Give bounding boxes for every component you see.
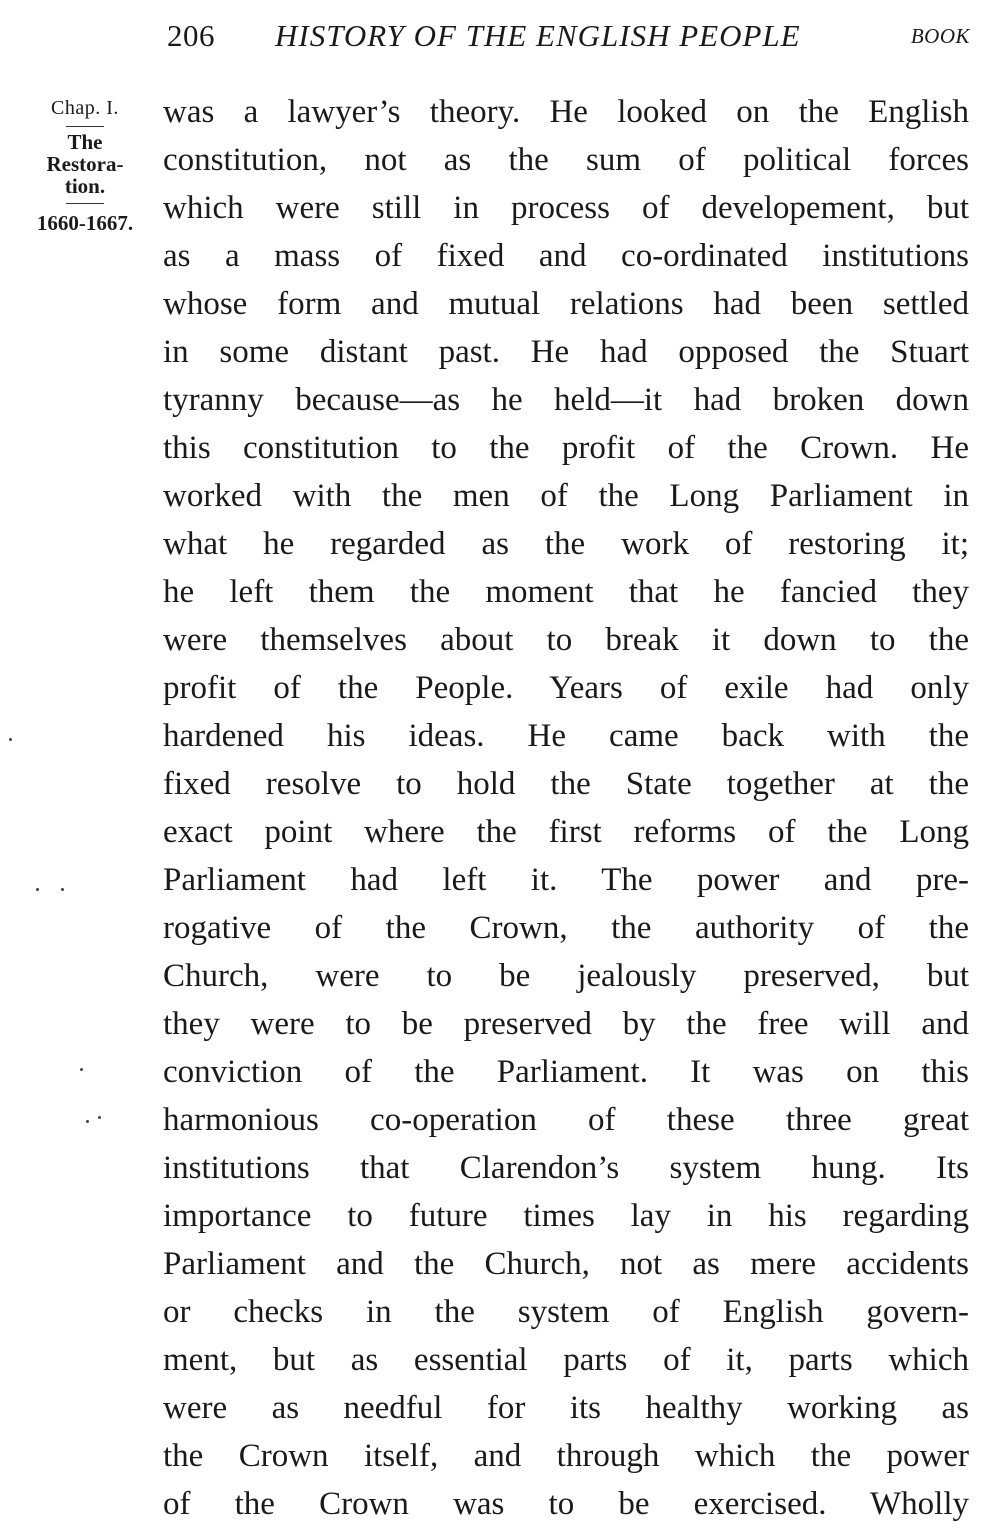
text-line: whose form and mutual relations had been settled	[163, 286, 969, 322]
text-line: constitution, not as the sum of political forces	[163, 142, 969, 178]
body-text	[163, 88, 969, 1528]
text-line: exact point where the first reforms of the Long	[163, 814, 969, 850]
text-line: fixed resolve to hold the State together at the	[163, 766, 969, 802]
text-line: the Crown itself, and through which the power	[163, 1438, 969, 1474]
text-line: which were still in process of developement, but	[163, 190, 969, 226]
text-line: Parliament had left it. The power and pre-	[163, 862, 969, 898]
text-line: of the Crown was to be exercised. Wholly	[163, 1486, 969, 1522]
scan-speck	[61, 888, 64, 891]
scan-speck	[86, 1120, 89, 1123]
text-line: was a lawyer’s theory. He looked on the English	[163, 94, 969, 130]
section-title-line: Restora-	[46, 152, 124, 176]
text-line: as a mass of fixed and co-ordinated institutions	[163, 238, 969, 274]
text-line: institutions that Clarendon’s system hung. Its	[163, 1150, 969, 1186]
text-line: Church, were to be jealously preserved, but	[163, 958, 969, 994]
running-book-label: BOOK	[910, 24, 970, 48]
text-line: were themselves about to break it down to the	[163, 622, 969, 658]
text-line: hardened his ideas. He came back with the	[163, 718, 969, 754]
text-line: ment, but as essential parts of it, parts which	[163, 1342, 969, 1378]
text-line: conviction of the Parliament. It was on this	[163, 1054, 969, 1090]
section-title-line: The	[67, 130, 103, 154]
text-line: they were to be preserved by the free will and	[163, 1006, 969, 1042]
margin-years: 1660-1667.	[36, 211, 134, 235]
text-line: tyranny because—as he held—it had broken down	[163, 382, 969, 418]
section-title-line: tion.	[64, 174, 106, 198]
chapter-label: Chap. I.	[51, 97, 119, 119]
text-line: what he regarded as the work of restoring it;	[163, 526, 969, 562]
running-header	[165, 18, 970, 62]
text-line: Parliament and the Church, not as mere accidents	[163, 1246, 969, 1282]
margin-rule	[66, 126, 104, 127]
running-title: HISTORY OF THE ENGLISH PEOPLE	[275, 18, 801, 53]
margin-notes	[24, 96, 146, 236]
scan-speck	[36, 888, 39, 891]
text-line: were as needful for its healthy working as	[163, 1390, 969, 1426]
scan-speck	[9, 738, 12, 741]
text-line: this constitution to the profit of the Crown. He	[163, 430, 969, 466]
text-line: profit of the People. Years of exile had only	[163, 670, 969, 706]
text-line: importance to future times lay in his regarding	[163, 1198, 969, 1234]
text-line: he left them the moment that he fancied they	[163, 574, 969, 610]
margin-rule	[66, 203, 104, 204]
text-line: in some distant past. He had opposed the Stuart	[163, 334, 969, 370]
text-line: rogative of the Crown, the authority of the	[163, 910, 969, 946]
scan-speck	[98, 1116, 101, 1119]
text-line: or checks in the system of English govern-	[163, 1294, 969, 1330]
scan-speck	[80, 1068, 83, 1071]
page-number: 206	[167, 18, 215, 53]
text-line: harmonious co-operation of these three great	[163, 1102, 969, 1138]
text-line: worked with the men of the Long Parliament in	[163, 478, 969, 514]
